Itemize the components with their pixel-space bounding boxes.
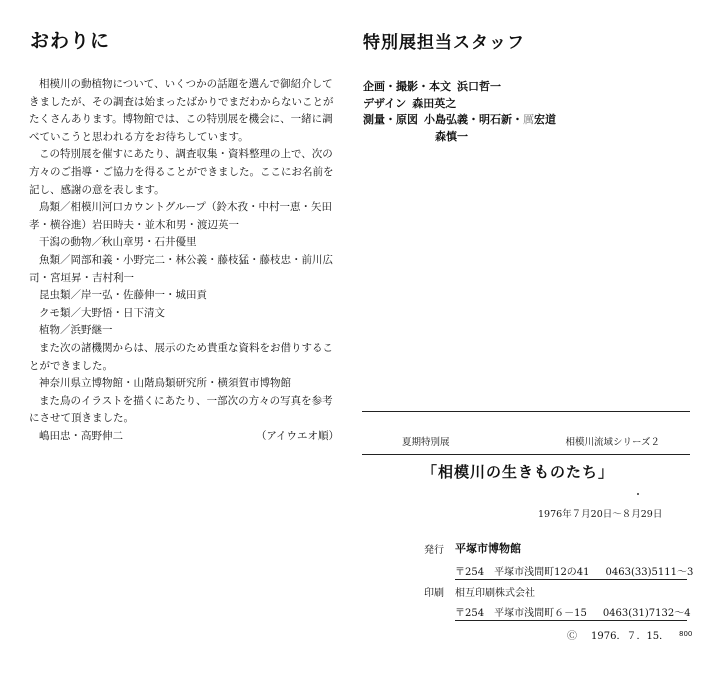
exhibition-period: 1976年７月20日～８月29日 <box>538 509 663 520</box>
colophon-printer-rule <box>455 620 687 621</box>
staff-role: デザイン <box>363 96 407 110</box>
staff-names: 森慎一 <box>435 129 468 143</box>
staff-role: 企画・撮影・本文 <box>363 80 451 93</box>
colophon-address-rule <box>455 579 687 580</box>
photo-credit-names: 嶋田忠・高野伸二 <box>39 429 123 442</box>
exhibition-label: 夏期特別展 <box>402 437 450 448</box>
staff-list <box>363 79 556 145</box>
staff-names-rest: 宏道 <box>534 113 556 126</box>
staff-names: 小島弘義・明石新・ <box>424 113 523 126</box>
afterword-paragraph-3: また次の諸機関からは、展示のため貴重な資料をお借りすることができました。 <box>29 341 333 372</box>
series-label: 相模川流域シリーズ２ <box>565 437 660 448</box>
copyright-line <box>567 627 669 642</box>
ack-birds: 鳥類／相模川河口カウントグループ（鈴木孜・中村一恵・矢田孝・横谷進）岩田時夫・並木和男・渡辺英一 <box>29 201 332 231</box>
publisher-address: 〒254 平塚市浅間町12の41 <box>455 567 590 578</box>
ack-fish: 魚類／岡部和義・小野完二・林公義・藤枝猛・藤枝忠・前川広司・宮垣昇・吉村利一 <box>29 253 333 284</box>
institutions-list: 神奈川県立博物館・山階鳥類研究所・横須賀市博物館 <box>39 377 291 390</box>
order-note: （アイウエオ順） <box>255 429 339 442</box>
staff-row <box>363 96 556 113</box>
ack-insects: 昆虫類／岸一弘・佐藤伸一・城田貢 <box>39 289 207 302</box>
colophon-top-rule <box>362 411 690 412</box>
book-title: 「相模川の生きものたち」 <box>422 463 615 481</box>
print-run-code: 800 <box>679 630 693 638</box>
ack-tidal-flat: 干潟の動物／秋山章男・石井優里 <box>39 236 197 249</box>
staff-row <box>363 112 556 129</box>
afterword-paragraph-1: 相模川の動植物について、いくつかの話題を選んで御紹介してきましたが、その調査は始まったばかりでまだわからないことがたくさんあります。博物館では、この特別展を機会に、一緒に調べていこうと思われる方をお待ちしています。 <box>29 78 334 143</box>
staff-title: 特別展担当スタッフ <box>363 33 525 53</box>
print-label: 印刷 <box>424 588 444 599</box>
publisher-address-row <box>455 563 693 578</box>
staff-name-faded-char: 厲 <box>523 113 534 126</box>
publisher-name: 平塚市博物館 <box>455 542 521 555</box>
staff-role: 測量・原図 <box>363 113 418 126</box>
publisher-phone: 0463(33)5111～3 <box>605 567 694 578</box>
photo-credit-row <box>29 428 339 446</box>
colophon-header <box>402 434 660 448</box>
printer-address: 〒254 平塚市浅間町６－15 <box>455 608 587 619</box>
publish-label: 発行 <box>424 545 444 556</box>
staff-names: 浜口哲一 <box>457 80 501 93</box>
copyright-date: 1976．７．15． <box>591 631 670 642</box>
ack-spiders: クモ類／大野悟・日下清文 <box>39 306 165 319</box>
colophon-mid-rule <box>362 454 690 455</box>
afterword-paragraph-4: また鳥のイラストを描くにあたり、一部次の方々の写真を参考にさせて頂きました。 <box>29 394 333 425</box>
copyright-symbol: Ⓒ <box>567 631 577 642</box>
afterword-title: おわりに <box>30 30 111 52</box>
afterword-body <box>29 76 339 445</box>
ack-plants: 植物／浜野継一 <box>39 324 113 337</box>
staff-row <box>363 79 556 96</box>
afterword-paragraph-2: この特別展を催すにあたり、調査収集・資料整理の上で、次の方々のご指導・ご協力を得ることができました。ここにお名前を記し、感謝の意を表します。 <box>29 148 334 196</box>
staff-names: 森田英之 <box>412 96 457 110</box>
staff-row-continued <box>363 129 556 146</box>
printer-address-row <box>455 604 691 619</box>
decorative-dot <box>637 493 639 495</box>
printer-phone: 0463(31)7132～4 <box>602 608 691 619</box>
printer-name: 相互印刷株式会社 <box>455 588 535 599</box>
